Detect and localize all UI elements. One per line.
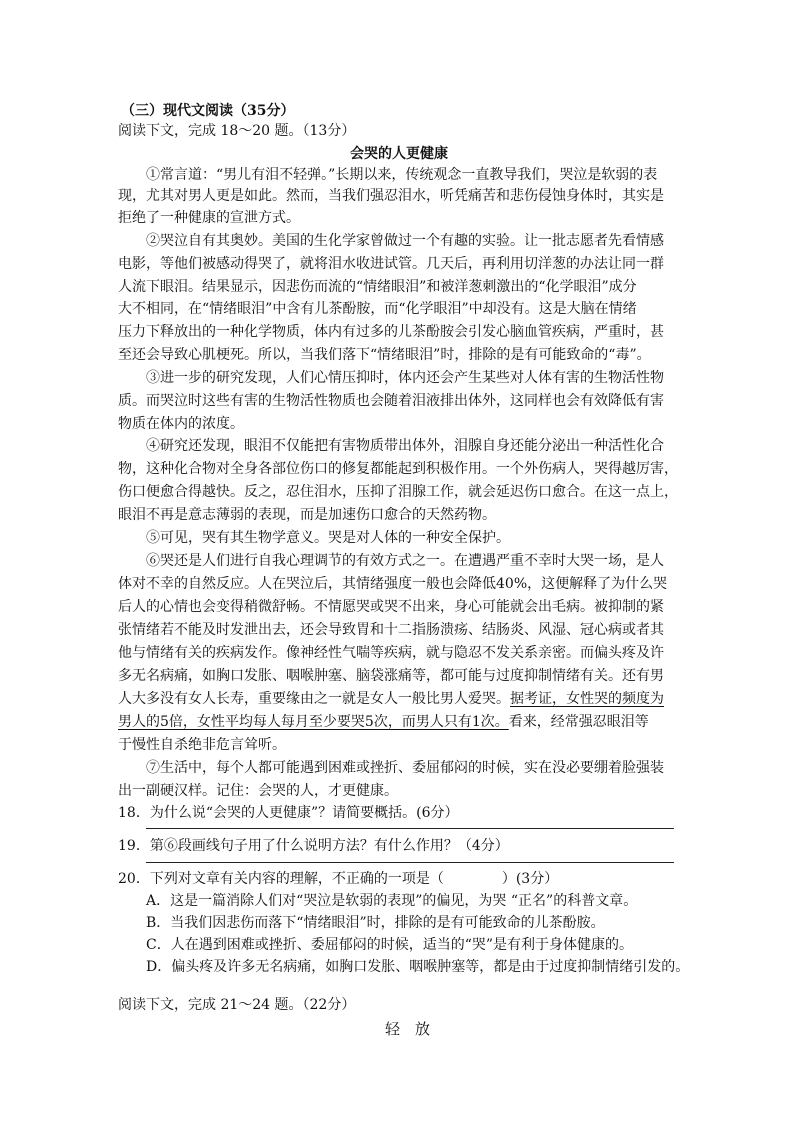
paragraph-6-line: 多无名病痛，如胸口发胀、咽喉肿塞、脑袋涨痛等，都可能与过度抑制情绪有关。还有男 [118, 668, 664, 684]
option-d: D．偏头疼及许多无名病痛，如胸口发胀、咽喉肿塞等，都是由于过度抑制情绪引发的。 [146, 959, 690, 975]
paragraph-2-line: 至还会导致心肌梗死。所以，当我们落下“情绪眼泪”时，排除的是有可能致命的“毒”。 [118, 347, 651, 363]
option-c: C．人在遇到困难或挫折、委屈郁闷的时候，适当的“哭”是有利于身体健康的。 [146, 937, 634, 953]
answer-line-18[interactable] [146, 828, 674, 829]
question-20-score: ）(3分） [501, 871, 559, 887]
paragraph-5-line: ⑤可见，哭有其生物学意义。哭是对人体的一种安全保护。 [146, 530, 510, 546]
paragraph-4-line: 物，这种化合物对全身各部位伤口的修复都能起到积极作用。一个外伤病人，哭得越厉害， [118, 461, 678, 477]
underlined-sentence: 男人的5倍，女性平均每人每月至少要哭5次，而男人只有1次。 [118, 714, 509, 730]
paragraph-6-line: 张情绪若不能及时发泄出去，还会导致胃和十二指肠溃疡、结肠炎、风湿、冠心病或者其 [118, 622, 664, 638]
paragraph-6-line: 后人的心情也会变得稍微舒畅。不情愿哭或哭不出来，身心可能就会出毛病。被抑制的紧 [118, 599, 664, 615]
paragraph-6-line: 于慢性自杀绝非危言耸听。 [118, 737, 286, 753]
paragraph-2-line: 大不相同，在“情绪眼泪”中含有儿茶酚胺，而“化学眼泪”中却没有。这是大脑在情绪 [118, 301, 637, 317]
paragraph-4-line: 眼泪不再是意志薄弱的表现，而是加速伤口愈合的天然药物。 [118, 507, 496, 523]
paragraph-1-line: ①常言道：“男儿有泪不轻弹。”长期以来，传统观念一直教导我们，哭泣是软弱的表 [146, 167, 658, 183]
underlined-sentence: 据考证，女性哭的频度为 [510, 691, 664, 707]
paragraph-2-line: 人流下眼泪。结果显示，因悲伤而流的“情绪眼泪”和被洋葱刺激出的“化学眼泪”成分 [118, 279, 637, 295]
paragraph-4-line: ④研究还发现，眼泪不仅能把有害物质带出体外，泪腺自身还能分泌出一种活性化合 [146, 438, 664, 454]
question-20-stem: 20．下列对文章有关内容的理解，不正确的一项是（ [118, 871, 444, 887]
question-19: 19．第⑥段画线句子用了什么说明方法？有什么作用？（4分） [118, 838, 509, 854]
paragraph-4-line: 伤口便愈合得越快。反之，忍住泪水，压抑了泪腺工作，就会延迟伤口愈合。在这一点上， [118, 484, 678, 500]
paragraph-6-line: 他与情绪有关的疾病发作。像神经性气喘等疾病，就与隐忍不发关系亲密。而偏头疼及许 [118, 645, 664, 661]
paragraph-6-line [118, 690, 664, 708]
option-b: B．当我们因悲伤而落下“情绪眼泪”时，排除的是有可能致命的儿茶酚胺。 [146, 915, 605, 931]
question-18: 18．为什么说“会哭的人更健康”？请简要概括。(6分） [118, 805, 459, 821]
paragraph-6-text: 人大多没有女人长寿，重要缘由之一就是女人一般比男人爱哭。 [118, 691, 510, 707]
paragraph-6-line: ⑥哭还是人们进行自我心理调节的有效方式之一。在遭遇严重不幸时大哭一场，是人 [146, 553, 664, 569]
reading-instruction-1: 阅读下文，完成 18～20 题。（13分） [118, 123, 356, 139]
next-article-title: 轻 放 [385, 1020, 431, 1038]
paragraph-6-line: 体对不幸的自然反应。人在哭泣后，其情绪强度一般也会降低40%，这便解释了为什么哭 [118, 576, 668, 592]
paragraph-7-line: 出一副硬汉样。记住：会哭的人，才更健康。 [118, 783, 398, 799]
paragraph-2-line: 压力下释放出的一种化学物质，体内有过多的儿茶酚胺会引发心脑血管疾病，严重时，甚 [118, 324, 664, 340]
paragraph-6-text: 看来，经常强忍眼泪等 [508, 714, 649, 730]
option-a: A．这是一篇消除人们对“哭泣是软弱的表现”的偏见，为哭 “正名”的科普文章。 [146, 893, 638, 909]
article-title: 会哭的人更健康 [350, 146, 448, 162]
question-20 [118, 870, 558, 888]
paragraph-2-line: ②哭泣自有其奥妙。美国的生化学家曾做过一个有趣的实验。让一批志愿者先看情感 [146, 233, 664, 249]
paragraph-1-line: 拒绝了一种健康的宣泄方式。 [118, 210, 300, 226]
answer-line-19[interactable] [146, 862, 674, 863]
paragraph-1-line: 现，尤其对男人更是如此。然而，当我们强忍泪水，听凭痛苦和悲伤侵蚀身体时，其实是 [118, 188, 664, 204]
paragraph-3-line: 物质在体内的浓度。 [118, 416, 244, 432]
paragraph-2-line: 电影，等他们被感动得哭了，就将泪水收进试管。几天后，再利用切洋葱的办法让同一群 [118, 256, 664, 272]
paragraph-3-line: ③进一步的研究发现，人们心情压抑时，体内还会产生某些对人体有害的生物活性物 [146, 370, 664, 386]
section-heading: （三）现代文阅读（35分） [121, 103, 295, 119]
paragraph-7-line: ⑦生活中，每个人都可能遇到困难或挫折、委屈郁闷的时候，实在没必要绷着脸强装 [146, 760, 664, 776]
paragraph-6-line [118, 713, 649, 731]
paragraph-3-line: 质。而哭泣时这些有害的生物活性物质也会随着泪液排出体外，这同样也会有效降低有害 [118, 393, 664, 409]
reading-instruction-2: 阅读下文，完成 21～24 题。（22分） [118, 997, 356, 1013]
